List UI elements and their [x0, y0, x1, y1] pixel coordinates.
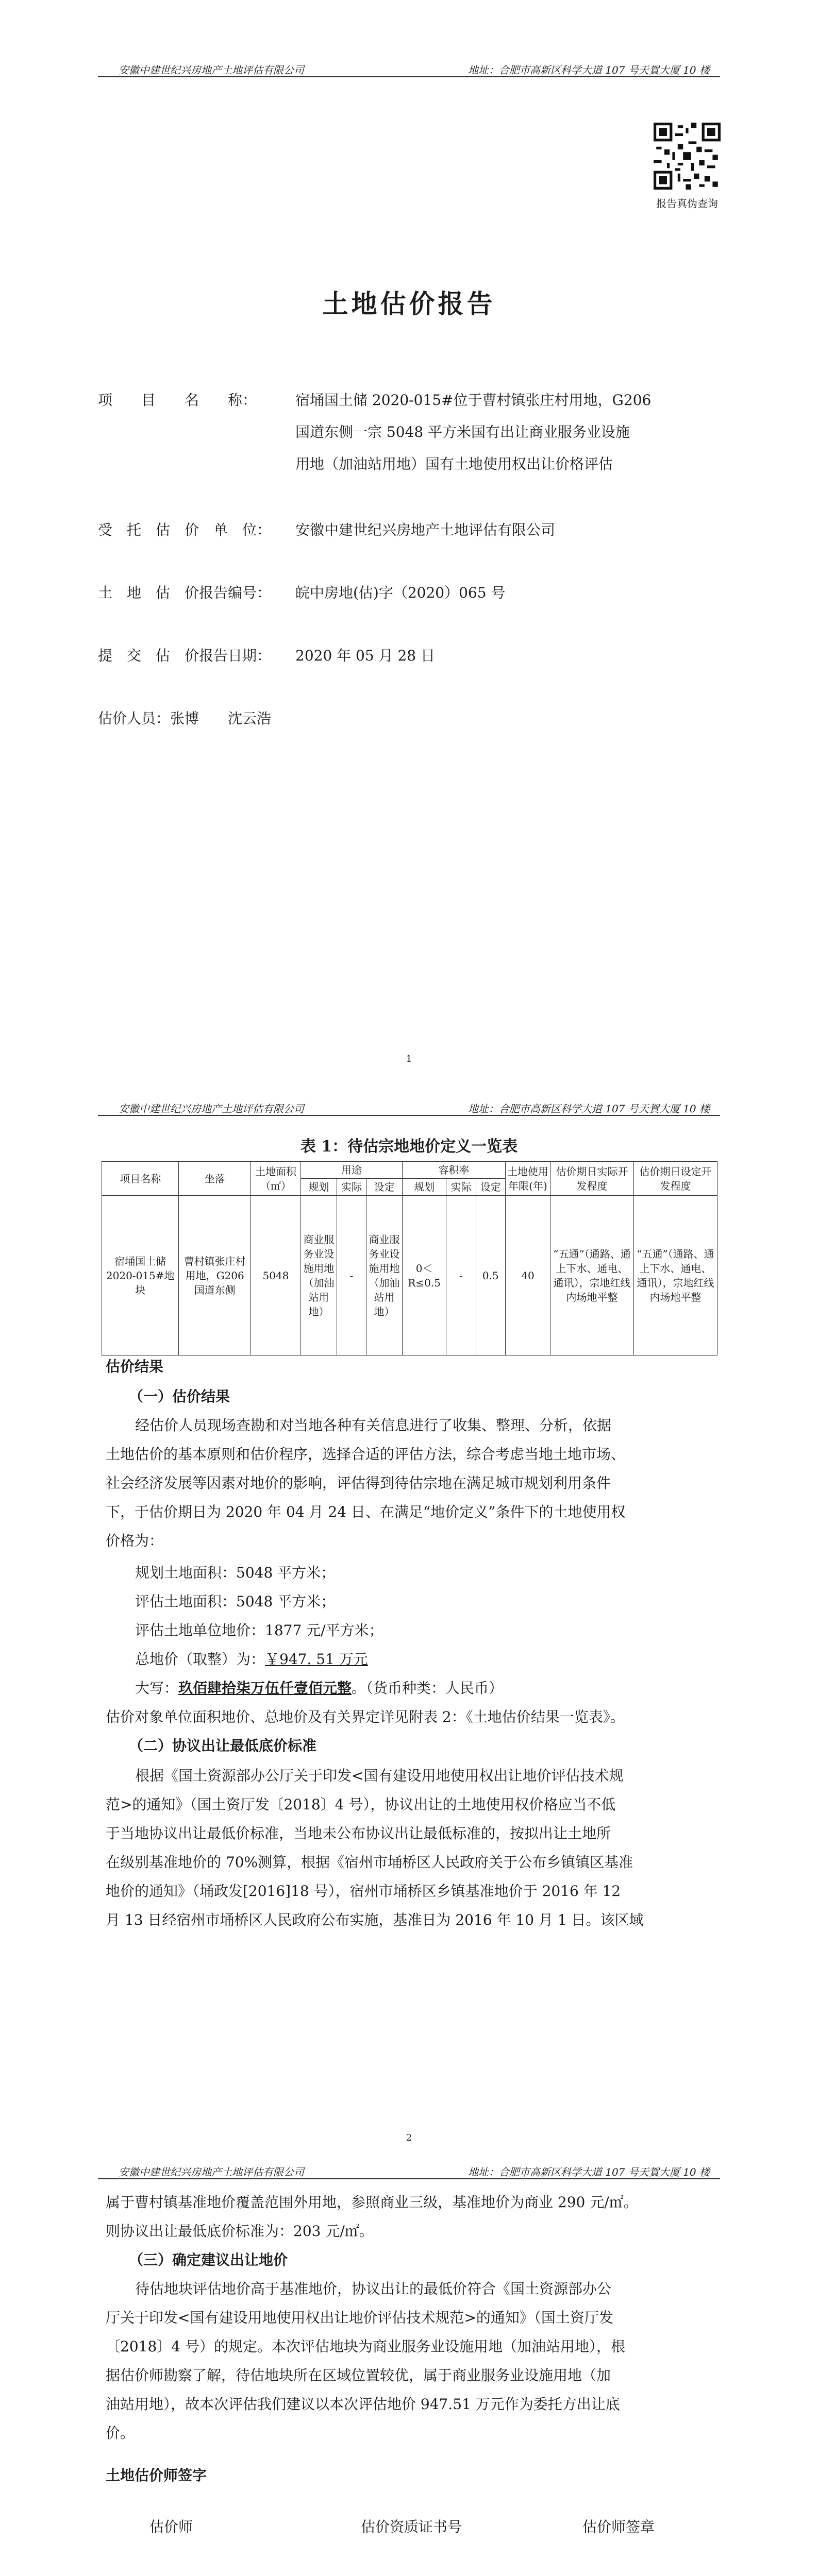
td-years: 40	[505, 1196, 550, 1355]
th-years: 土地使用年限(年)	[505, 1162, 550, 1196]
sec3-line-5: 油站用地），故本次评估我们建议以本次评估地价 947.51 万元作为委托方出让底	[106, 2396, 620, 2413]
td-far-plan: 0＜R≤0.5	[402, 1196, 446, 1355]
page-header	[98, 61, 720, 77]
th-far-plan: 规划	[402, 1179, 446, 1196]
page-3	[0, 2158, 818, 2576]
project-label: 项 目 名 称：	[98, 392, 257, 409]
page-number: 1	[406, 1054, 412, 1064]
total-price-value: ￥947. 51 万元	[265, 1651, 368, 1668]
section-3-heading: （三）确定建议出让地价	[129, 2251, 288, 2268]
sec2-line-4: 在级别基准地价的 70%测算，根据《宿州市埇桥区人民政府关于公布乡镇镇区基准	[106, 1854, 633, 1871]
td-location: 曹村镇张庄村用地，G206 国道东侧	[179, 1196, 251, 1355]
sec3-line-6: 价。	[106, 2425, 135, 2442]
page-header	[98, 2163, 720, 2179]
client-label: 受 托 估 价 单 位：	[98, 521, 272, 538]
sec1-line-1: 经估价人员现场查勘和对当地各种有关信息进行了收集、整理、分析，依据	[135, 1417, 612, 1434]
report-title: 土地估价报告	[322, 289, 496, 319]
sec3-line-3: 〔2018〕4 号）的规定。本次评估地块为商业服务业设施用地（加油站用地），根	[106, 2338, 625, 2355]
col-cert: 估价资质证书号	[361, 2518, 462, 2535]
td-far-actual: -	[446, 1196, 476, 1355]
td-far-set: 0.5	[476, 1196, 505, 1355]
sec2-line-2: 范>的通知》（国土资厅发〔2018〕4 号），协议出让的土地使用权价格应当不低	[106, 1796, 616, 1813]
page-1	[0, 0, 818, 1079]
th-use-actual: 实际	[337, 1179, 366, 1196]
date-label: 提 交 估 价报告日期：	[98, 647, 272, 664]
sec2-cont-line-2: 则协议出让最低底价标准为：203 元/㎡。	[106, 2223, 374, 2240]
td-use-actual: -	[337, 1196, 366, 1355]
table-header-row	[102, 1162, 717, 1179]
total-price-line	[135, 1646, 368, 1673]
th-area: 土地面积（㎡）	[251, 1162, 301, 1196]
header-company: 安徽中建世纪兴房地产土地评估有限公司	[119, 64, 304, 76]
col-appraiser: 估价师	[149, 2518, 193, 2535]
th-far-set: 设定	[476, 1179, 505, 1196]
project-line-3: 用地（加油站用地）国有土地使用权出让价格评估	[295, 455, 613, 472]
client-value: 安徽中建世纪兴房地产土地评估有限公司	[295, 521, 556, 538]
td-dev-set: “五通”（通路、通上下水、通电、通讯），宗地红线内场地平整	[633, 1196, 717, 1355]
sec1-line-4: 下，于估价期日为 2020 年 04 月 24 日、在满足“地价定义”条件下的土地使用权	[106, 1503, 626, 1520]
sec2-line-3: 于当地协议出让最低价标准，当地未公布协议出让最低标准的，按拟出让土地所	[106, 1825, 611, 1842]
page-number: 2	[406, 2132, 412, 2143]
project-line-2: 国道东侧一宗 5048 平方米国有出让商业服务业设施	[295, 423, 630, 440]
section-2-heading: （二）协议出让最低底价标准	[129, 1737, 317, 1754]
capital-label: 大写：	[135, 1680, 179, 1697]
sec2-line-5: 地价的通知》（埇政发[2016]18 号），宿州市埇桥区乡镇基准地价于 2016 年 12	[106, 1883, 621, 1900]
sec2-line-6: 月 13 日经宿州市埇桥区人民政府公布实施，基准日为 2016 年 10 月 1 日。该区域	[106, 1911, 644, 1928]
header-company: 安徽中建世纪兴房地产土地评估有限公司	[119, 1103, 304, 1115]
th-far: 容积率	[402, 1162, 505, 1179]
th-dev-actual: 估价期日实际开发程度	[550, 1162, 634, 1196]
project-line-1: 宿埇国土储 2020-015#位于曹村镇张庄村用地，G206	[295, 392, 652, 409]
sec2-line-1: 根据《国土资源部办公厅关于印发<国有建设用地使用权出让地价评估技术规	[135, 1767, 624, 1784]
th-use: 用途	[301, 1162, 403, 1179]
currency-note: 。（货币种类：人民币）	[352, 1680, 504, 1697]
th-use-plan: 规划	[301, 1179, 337, 1196]
total-price-label: 总地价（取整）为：	[135, 1651, 265, 1668]
sec1-line-3: 社会经济发展等因素对地价的影响，评估得到待估宗地在满足城市规划利用条件	[106, 1475, 611, 1492]
td-use-set: 商业服务业设施用地（加油站用地）	[366, 1196, 403, 1355]
report-no-value: 皖中房地(估)字（2020）065 号	[295, 584, 506, 601]
td-name: 宿埇国土储 2020-015#地块	[102, 1196, 179, 1355]
th-far-actual: 实际	[446, 1179, 476, 1196]
detail-note: 估价对象单位面积地价、总地价及有关界定详见附表 2：《土地估价结果一览表》。	[106, 1708, 625, 1725]
appraisers-label: 估价人员：	[98, 710, 171, 727]
land-definition-table	[102, 1161, 717, 1355]
capital-line	[135, 1674, 503, 1702]
header-company: 安徽中建世纪兴房地产土地评估有限公司	[119, 2166, 304, 2178]
page-header	[98, 1099, 720, 1116]
page-2	[0, 1079, 818, 2158]
appraisers-value: 张博 沈云浩	[170, 710, 272, 727]
col-signature: 估价师签章	[582, 2518, 655, 2535]
th-dev-set: 估价期日设定开发程度	[633, 1162, 717, 1196]
qr-code-icon[interactable]	[654, 123, 721, 190]
section-1-heading: （一）估价结果	[129, 1388, 230, 1405]
header-address: 地址：合肥市高新区科学大道 107 号天賀大厦 10 楼	[468, 1103, 710, 1115]
sign-heading: 土地估价师签字	[106, 2467, 207, 2484]
sec1-line-2: 土地估价的基本原则和估价程序，选择合适的评估方法，综合考虑当地土地市场、	[106, 1446, 626, 1463]
td-area: 5048	[251, 1196, 301, 1355]
sec1-line-5: 价格为：	[106, 1532, 164, 1549]
result-heading: 估价结果	[106, 1358, 164, 1375]
td-use-plan: 商业服务业设施用地（加油站用地）	[301, 1196, 337, 1355]
capital-value: 玖佰肆拾柒万伍仟壹佰元整	[178, 1680, 352, 1697]
eval-area: 评估土地面积：5048 平方米；	[135, 1593, 336, 1610]
date-value: 2020 年 05 月 28 日	[295, 647, 436, 664]
sec3-line-2: 厅关于印发<国有建设用地使用权出让地价评估技术规范>的通知》（国土资厅发	[106, 2309, 613, 2326]
th-name: 项目名称	[102, 1162, 179, 1196]
th-location: 坐落	[179, 1162, 251, 1196]
table-title: 表 1：待估宗地地价定义一览表	[300, 1138, 518, 1156]
sec3-line-1: 待估地块评估地价高于基准地价，协议出让的最低价符合《国土资源部办公	[135, 2280, 612, 2297]
sec3-line-4: 据估价师勘察了解，待估地块所在区域位置较优，属于商业服务业设施用地（加	[106, 2367, 611, 2384]
report-no-label: 土 地 估 价报告编号：	[98, 584, 272, 601]
th-use-set: 设定	[366, 1179, 403, 1196]
sec2-cont-line-1: 属于曹村镇基准地价覆盖范围外用地，参照商业三级，基准地价为商业 290 元/㎡。	[106, 2194, 638, 2211]
header-address: 地址：合肥市高新区科学大道 107 号天賀大厦 10 楼	[468, 64, 710, 76]
table-row	[102, 1196, 717, 1355]
header-address: 地址：合肥市高新区科学大道 107 号天賀大厦 10 楼	[468, 2166, 710, 2178]
td-dev-actual: “五通”（通路、通上下水、通电、通讯），宗地红线内场地平整	[550, 1196, 634, 1355]
unit-price: 评估土地单位地价：1877 元/平方米；	[135, 1622, 383, 1639]
qr-caption: 报告真伪查询	[656, 197, 718, 210]
plan-area: 规划土地面积：5048 平方米；	[135, 1564, 336, 1581]
